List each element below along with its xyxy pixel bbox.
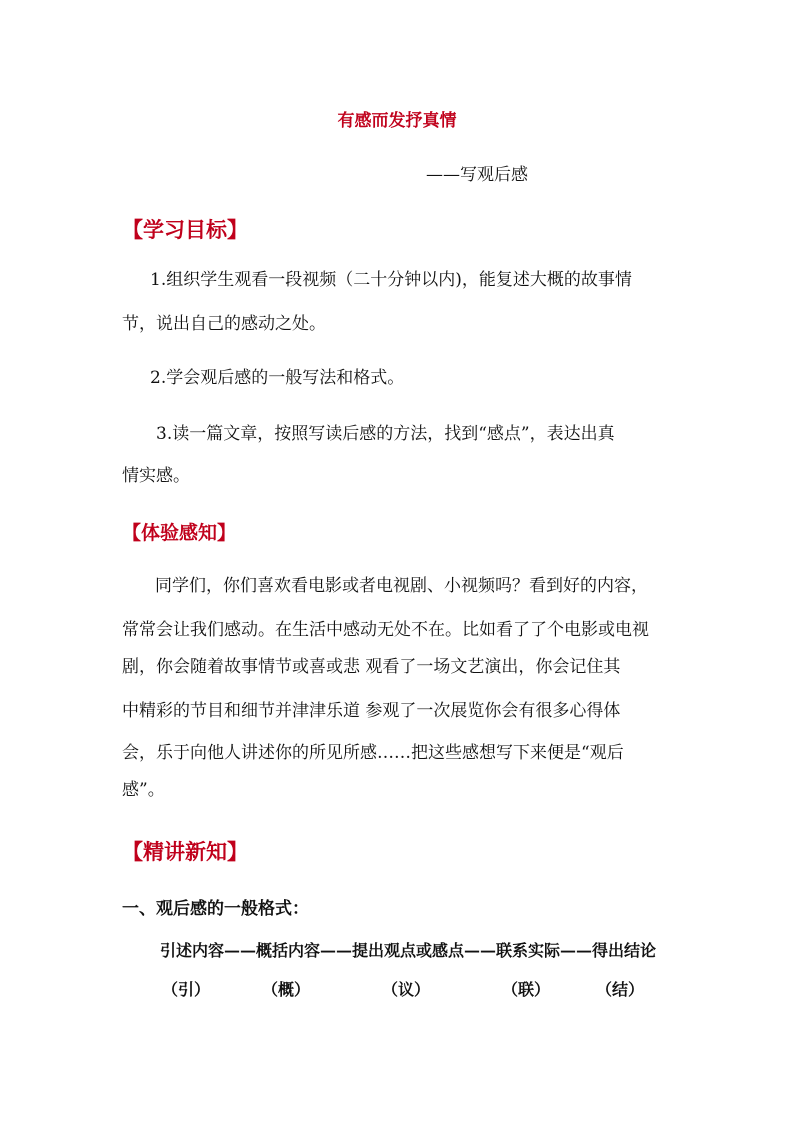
experience-line-5: 会，乐于向他人讲述你的所见所感……把这些感想写下来便是“观后	[122, 743, 624, 763]
objective-1-line1: 1.组织学生观看一段视频（二十分钟以内)，能复述大概的故事情	[150, 270, 632, 290]
abbr-lian: （联）	[502, 980, 551, 999]
experience-line-1: 同学们，你们喜欢看电影或者电视剧、小视频吗？看到好的内容，	[155, 576, 648, 596]
abbr-jie: （结）	[596, 980, 645, 999]
experience-heading: 【体验感知】	[122, 522, 237, 544]
objective-3-line1: 3.读一篇文章，按照写读后感的方法，找到“感点”，表达出真	[156, 424, 615, 444]
objectives-heading: 【学习目标】	[122, 217, 248, 242]
experience-line-6: 感”。	[122, 780, 165, 800]
objective-1-line2: 节，说出自己的感动之处。	[122, 314, 326, 334]
experience-line-4: 中精彩的节目和细节并津津乐道 参观了一次展览你会有很多心得体	[122, 701, 621, 721]
abbr-yin: （引）	[162, 980, 211, 999]
new-knowledge-heading: 【精讲新知】	[122, 839, 248, 864]
format-section-title: 一、观后感的一般格式：	[122, 899, 309, 919]
objective-3-line2: 情实感。	[122, 466, 190, 486]
experience-line-2: 常常会让我们感动。在生活中感动无处不在。比如看了了个电影或电视	[122, 620, 649, 640]
document-subtitle: ——写观后感	[426, 165, 528, 185]
format-flow: 引述内容——概括内容——提出观点或感点——联系实际——得出结论	[160, 941, 657, 960]
abbr-gai: （概）	[262, 980, 311, 999]
document-title: 有感而发抒真情	[337, 111, 457, 131]
abbr-yi: （议）	[382, 980, 431, 999]
objective-2: 2.学会观后感的一般写法和格式。	[150, 368, 405, 388]
experience-line-3: 剧，你会随着故事情节或喜或悲 观看了一场文艺演出，你会记住其	[122, 657, 621, 677]
